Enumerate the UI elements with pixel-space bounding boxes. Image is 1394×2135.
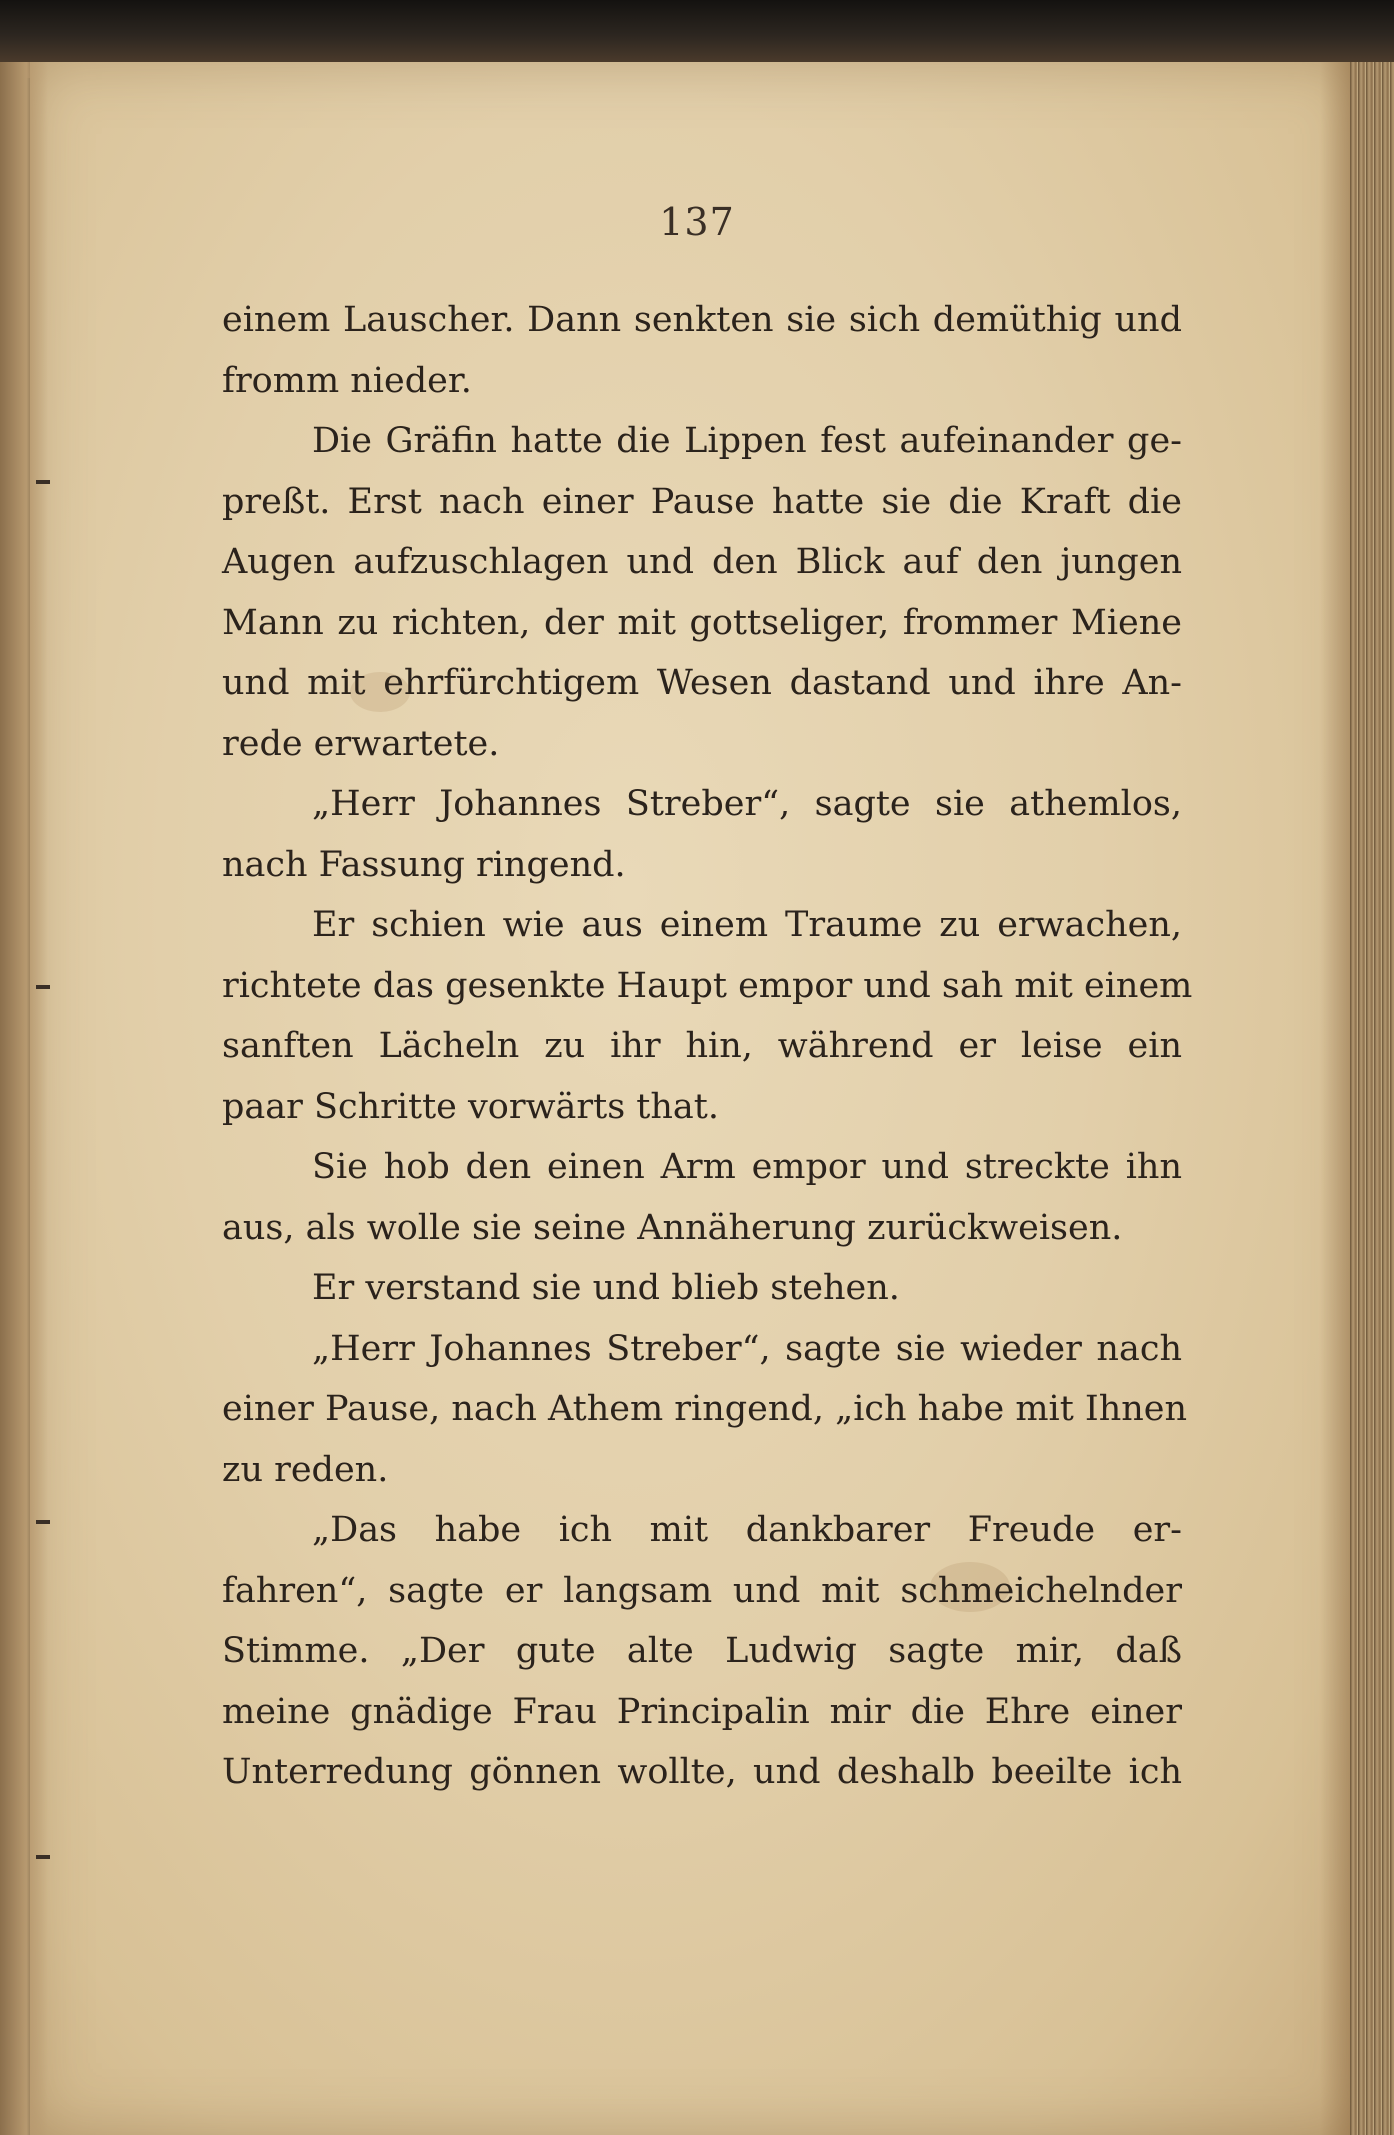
margin-mark xyxy=(36,985,50,989)
text-line: meine gnädige Frau Principalin mir die Ehre einer xyxy=(222,1691,1182,1732)
text-line: fromm nieder. xyxy=(222,360,472,401)
body-text xyxy=(222,290,1193,1803)
page-fold-shadow xyxy=(1320,62,1350,2135)
page-stack-edge xyxy=(1350,62,1394,2135)
text-line: Mann zu richten, der mit gottseliger, frommer Miene xyxy=(222,602,1182,643)
text-line: zu reden. xyxy=(222,1449,389,1490)
text-line: und mit ehrfürchtigem Wesen dastand und ihre An- xyxy=(222,663,1182,703)
text-line: Die Gräfin hatte die Lippen fest aufeinander ge- xyxy=(312,421,1182,461)
text-line: Er verstand sie und blieb stehen. xyxy=(312,1268,900,1308)
text-line: nach Fassung ringend. xyxy=(222,844,626,885)
text-line: Augen aufzuschlagen und den Blick auf den jungen xyxy=(222,542,1182,582)
text-line: rede erwartete. xyxy=(222,723,500,764)
text-line: einer Pause, nach Athem ringend, „ich habe mit Ihnen xyxy=(222,1389,1188,1429)
text-line: aus, als wolle sie seine Annäherung zurückweisen. xyxy=(222,1207,1123,1248)
page-number: 137 xyxy=(659,200,735,244)
margin-mark xyxy=(36,1855,50,1859)
text-line: Stimme. „Der gute alte Ludwig sagte mir, daß xyxy=(222,1631,1182,1671)
text-line: paar Schritte vorwärts that. xyxy=(222,1086,719,1127)
text-line: „Herr Johannes Streber“, sagte sie athemlos, xyxy=(312,784,1182,824)
text-line: Er schien wie aus einem Traume zu erwachen, xyxy=(312,905,1182,945)
text-line: „Das habe ich mit dankbarer Freude er- xyxy=(312,1510,1182,1550)
text-line: fahren“, sagte er langsam und mit schmeichelnder xyxy=(222,1570,1182,1611)
text-line: Unterredung gönnen wollte, und deshalb beeilte ich xyxy=(222,1752,1182,1792)
text-line: einem Lauscher. Dann senkten sie sich demüthig und xyxy=(222,300,1182,340)
text-line: richtete das gesenkte Haupt empor und sah mit einem xyxy=(222,965,1193,1006)
text-line: preßt. Erst nach einer Pause hatte sie die Kraft die xyxy=(222,481,1182,522)
text-line: sanften Lächeln zu ihr hin, während er leise ein xyxy=(222,1026,1182,1066)
text-line: „Herr Johannes Streber“, sagte sie wieder nach xyxy=(312,1328,1182,1369)
margin-mark xyxy=(36,1520,50,1524)
binding-gutter xyxy=(0,62,48,2135)
text-line: Sie hob den einen Arm empor und streckte ihn xyxy=(312,1147,1182,1187)
margin-mark xyxy=(36,480,50,484)
